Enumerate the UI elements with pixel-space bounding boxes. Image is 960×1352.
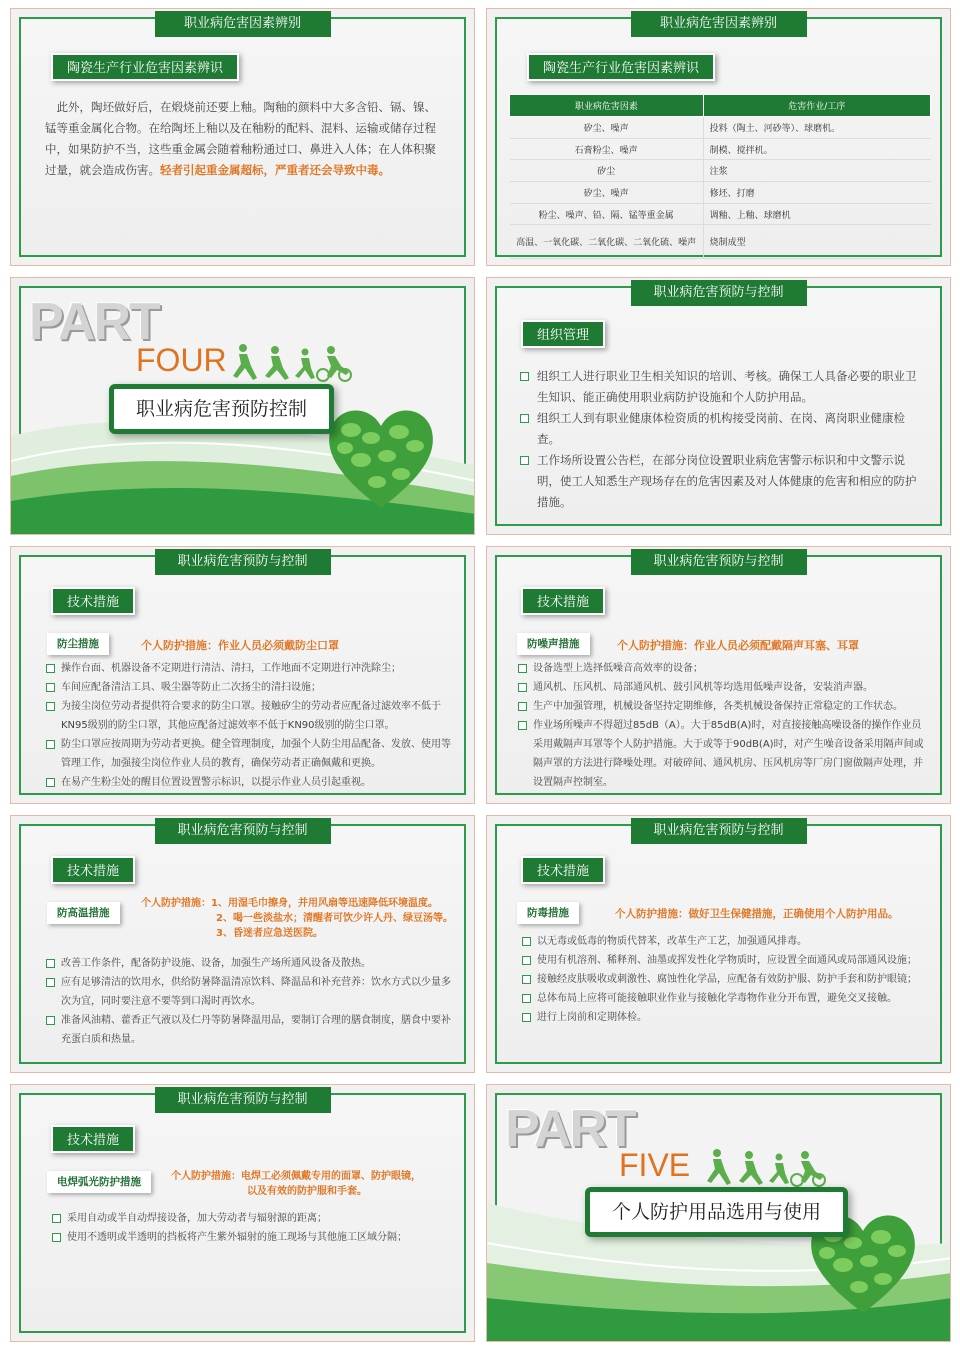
part-label: PART: [29, 293, 159, 351]
list-item: 防尘口罩应按周期为劳动者更换。健全管理制度，加强个人防尘用品配备、发放、使用等管理工作，加强接尘岗位作业人员的教育，确保劳动者正确佩戴和更换。: [45, 735, 455, 773]
table-cell: 投料（陶土、河砂等）、球磨机。: [703, 117, 930, 139]
bullet-list: [519, 366, 919, 513]
slide-poison-prevention: [486, 815, 951, 1073]
table-row: [510, 203, 931, 225]
note-line: 2、喝一些淡盐水；清醒者可饮少许人丹、绿豆汤等。: [216, 913, 453, 924]
section-tag: 组织管理: [521, 320, 605, 348]
list-item: 使用有机溶剂、稀释剂、油墨或挥发性化学物质时，应设置全面通风或局部通风设施；: [521, 951, 931, 970]
table-cell: 烧制成型: [703, 225, 930, 259]
table-cell: 矽尘: [510, 160, 704, 182]
sub-tag: 防噪声措施: [517, 633, 590, 655]
table-row: [510, 225, 931, 259]
section-tag: 技术措施: [521, 856, 605, 884]
section-tag: 技术措施: [51, 1125, 135, 1153]
slide-part-five-cover: [486, 1084, 951, 1342]
slide-header: 职业病危害预防与控制: [631, 818, 807, 844]
note-line: 3、昏迷者应急送医院。: [216, 928, 323, 939]
list-item: 组织工人进行职业卫生相关知识的培训、考核。确保工人具备必要的职业卫生知识、能正确使用职业病防护设施和个人防护用品。: [519, 366, 919, 408]
part-number: FOUR: [136, 342, 227, 378]
protection-note: [141, 896, 453, 941]
slide-header: 职业病危害预防与控制: [631, 280, 807, 306]
list-item: 通风机、压风机、局部通风机、鼓引风机等均选用低噪声设备，安装消声器。: [517, 678, 929, 697]
list-item: 为接尘岗位劳动者提供符合要求的防尘口罩。接触矽尘的劳动者应配备过滤效率不低于KN95级别的防尘口罩，其他应配备过滤效率不低于KN90级别的防尘口罩。: [45, 697, 455, 735]
table-row: [510, 117, 931, 139]
slide-part-four-cover: [10, 277, 475, 535]
slide-prevention-organization: [486, 277, 951, 535]
section-tag: 陶瓷生产行业危害因素辨识: [51, 53, 239, 81]
slide-heat-prevention: [10, 815, 475, 1073]
list-item: 改善工作条件，配备防护设施、设备，加强生产场所通风设备及散热。: [45, 954, 455, 973]
list-item: 组织工人到有职业健康体检资质的机构接受岗前、在岗、离岗职业健康检查。: [519, 408, 919, 450]
table-row: [510, 138, 931, 160]
slide-hazard-identification-1: [10, 8, 475, 266]
note-line: 个人防护措施：电焊工必须佩戴专用的面罩、防护眼镜，: [171, 1171, 421, 1182]
list-item: 在易产生粉尘处的醒目位置设置警示标识，以提示作业人员引起重视。: [45, 773, 455, 792]
table-cell: 高温、一氧化碳、二氧化碳、二氧化硫、噪声: [510, 225, 704, 259]
bullet-list: [521, 932, 931, 1027]
table-cell: 注浆: [703, 160, 930, 182]
table-header-row: [510, 95, 931, 117]
table-cell: 制模、搅拌机。: [703, 138, 930, 160]
list-item: 进行上岗前和定期体检。: [521, 1008, 931, 1027]
list-item: 作业场所噪声不得超过85dB（A）。大于85dB(A)时，对直接接触高噪设备的操作作业员采用戴隔声耳罩等个人防护措施。大于或等于90dB(A)时，对产生噪音设备采用隔声间或隔声罩的方法进行降噪处理。对破碎间、通风机房、压风机房等厂房门窗做隔声处理，并设置隔声控制室。: [517, 716, 929, 792]
sub-tag: 防尘措施: [47, 633, 109, 655]
slide-header: 职业病危害预防与控制: [155, 1087, 331, 1113]
section-tag: 技术措施: [521, 587, 605, 615]
slide-header: 职业病危害预防与控制: [631, 549, 807, 575]
table-row: [510, 160, 931, 182]
note-line: 以及有效的防护服和手套。: [247, 1186, 367, 1197]
table-header-cell: 职业病危害因素: [510, 95, 704, 117]
slide-dust-prevention: [10, 546, 475, 804]
slide-arc-protection: [10, 1084, 475, 1342]
table-row: [510, 182, 931, 204]
cover-title: 职业病危害预防控制: [109, 384, 334, 434]
runners-icon: [705, 1147, 830, 1187]
table-cell: 矽尘、噪声: [510, 182, 704, 204]
body-paragraph: [45, 97, 445, 181]
slide-header: 职业病危害因素辨别: [631, 11, 807, 37]
sub-tag: 电焊弧光防护措施: [47, 1171, 151, 1193]
body-highlight: 轻者引起重金属超标，严重者还会导致中毒。: [160, 163, 390, 177]
list-item: 使用不透明或半透明的挡板将产生紫外辐射的施工现场与其他施工区域分隔；: [51, 1228, 456, 1247]
slide-header: 职业病危害预防与控制: [155, 818, 331, 844]
bullet-list: [45, 659, 455, 792]
list-item: 采用自动或半自动焊接设备，加大劳动者与辐射源的距离；: [51, 1209, 456, 1228]
bullet-list: [517, 659, 929, 792]
cover-title: 个人防护用品选用与使用: [585, 1187, 848, 1237]
sub-tag: 防毒措施: [517, 902, 579, 924]
table-cell: 石膏粉尘、噪声: [510, 138, 704, 160]
list-item: 应有足够清洁的饮用水，供给防暑降温清凉饮料、降温品和补充营养：饮水方式以少量多次为宜，同时要注意不要等到口渴时再饮水。: [45, 973, 455, 1011]
bullet-list: [51, 1209, 456, 1247]
slide-hazard-identification-2: [486, 8, 951, 266]
list-item: 接触经皮肤吸收或刺激性、腐蚀性化学品，应配备有效防护服、防护手套和防护眼镜；: [521, 970, 931, 989]
protection-note: 个人防护措施：做好卫生保健措施，正确使用个人防护用品。: [615, 908, 899, 920]
slide-header: 职业病危害因素辨别: [155, 11, 331, 37]
list-item: 工作场所设置公告栏，在部分岗位设置职业病危害警示标识和中文警示说明，使工人知悉生产现场存在的危害因素及对人体健康的危害和相应的防护措施。: [519, 450, 919, 513]
list-item: 车间应配备清洁工具、吸尘器等防止二次扬尘的清扫设施；: [45, 678, 455, 697]
table-header-cell: 危害作业/工序: [703, 95, 930, 117]
list-item: 生产中加强管理，机械设备坚持定期维修，各类机械设备保持正常稳定的工作状态。: [517, 697, 929, 716]
protection-note: [171, 1169, 421, 1199]
list-item: 准备风油精、藿香正气液以及仁丹等防暑降温用品，要制订合理的膳食制度，膳食中要补充蛋白质和热量。: [45, 1011, 455, 1049]
part-number: FIVE: [619, 1147, 691, 1183]
section-tag: 陶瓷生产行业危害因素辨识: [527, 53, 715, 81]
slide-header: 职业病危害预防与控制: [155, 549, 331, 575]
note-line: 个人防护措施：1、用湿毛巾擦身，并用风扇等迅速降低环境温度。: [141, 898, 438, 909]
hazard-table: [509, 94, 931, 259]
table-cell: 粉尘、噪声、铅、隔、锰等重金属: [510, 203, 704, 225]
bullet-list: [45, 954, 455, 1049]
list-item: 设备选型上选择低噪音高效率的设备；: [517, 659, 929, 678]
body-text: 此外，陶坯做好后，在煅烧前还要上釉。陶釉的颜料中大多含铅、镉、镍、锰等重金属化合物。在给陶坯上釉以及在釉粉的配料、混料、运输或储存过程中，如果防护不当，这些重金属会随着釉粉通过口、鼻进入人体；在人体积聚过量，就会造成伤害。: [45, 100, 436, 177]
list-item: 总体布局上应将可能接触职业作业与接触化学毒物作业分开布置，避免交叉接触。: [521, 989, 931, 1008]
section-tag: 技术措施: [51, 587, 135, 615]
part-label: PART: [505, 1100, 635, 1158]
list-item: 以无毒或低毒的物质代替苯，改革生产工艺，加强通风排毒。: [521, 932, 931, 951]
protection-note: 个人防护措施：作业人员必须戴防尘口罩: [141, 639, 339, 652]
section-tag: 技术措施: [51, 856, 135, 884]
list-item: 操作台面、机器设备不定期进行清洁、清扫，工作地面不定期进行冲洗除尘；: [45, 659, 455, 678]
protection-note: 个人防护措施：作业人员必须配戴隔声耳塞、耳罩: [617, 639, 859, 652]
table-cell: 矽尘、噪声: [510, 117, 704, 139]
slide-noise-prevention: [486, 546, 951, 804]
sub-tag: 防高温措施: [47, 902, 120, 924]
runners-icon: [231, 342, 356, 382]
heart-leaves-icon: [321, 398, 441, 518]
table-cell: 修坯、打磨: [703, 182, 930, 204]
table-cell: 调釉、上釉、球磨机: [703, 203, 930, 225]
